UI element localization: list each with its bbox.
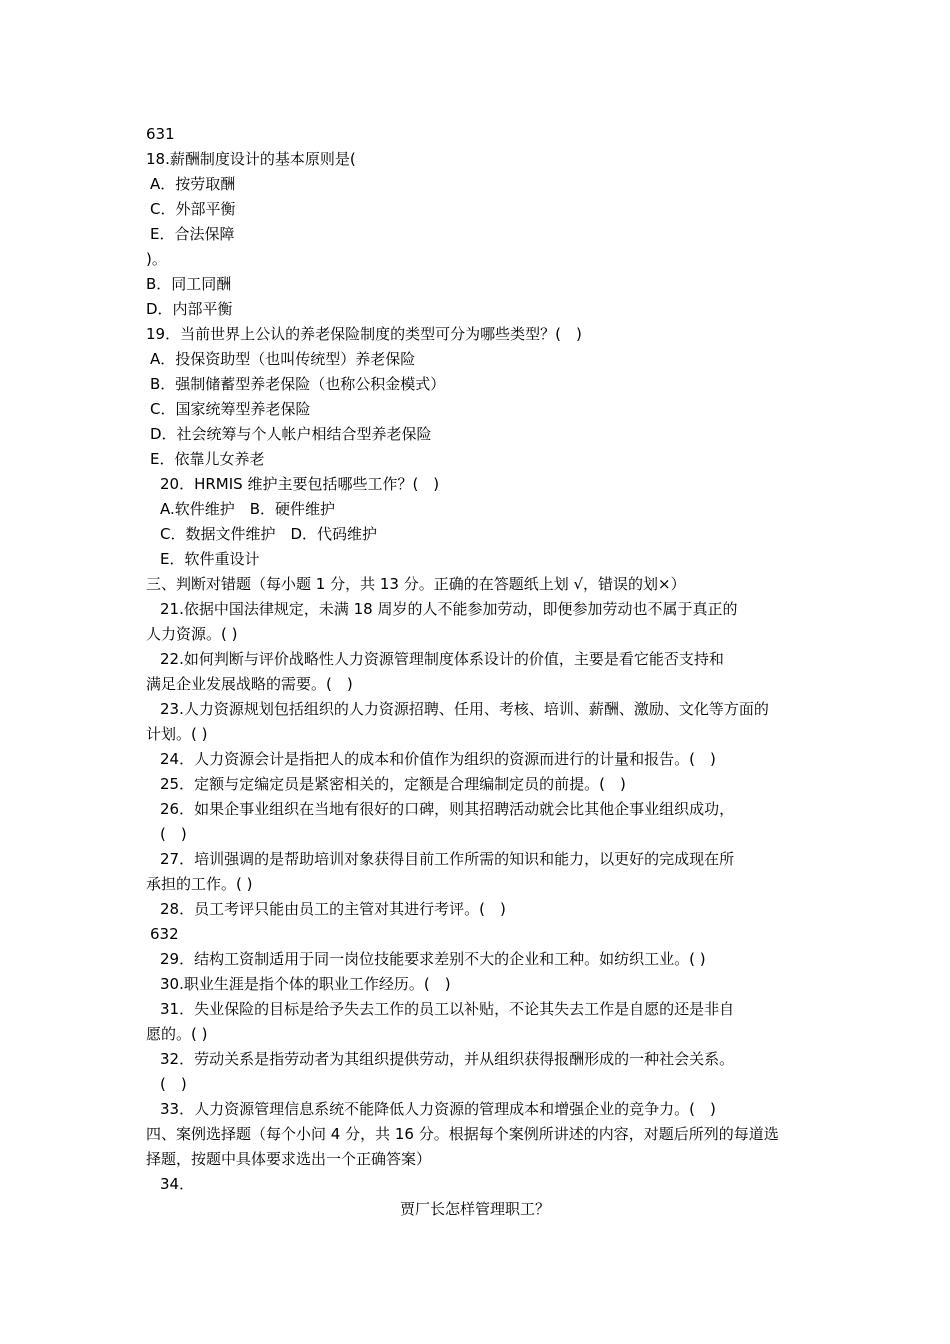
text-line: ( ) <box>160 1075 187 1093</box>
option-d: D．内部平衡 <box>146 300 233 318</box>
text-line: 择题，按题中具体要求选出一个正确答案） <box>146 1150 432 1168</box>
text-line: 承担的工作。( ) <box>146 875 253 893</box>
option-b: B．同工同酬 <box>146 275 232 293</box>
option-c: C．外部平衡 <box>150 200 236 218</box>
options-cd: C．数据文件维护 D．代码维护 <box>160 525 378 543</box>
question-19: 19．当前世界上公认的养老保险制度的类型可分为哪些类型？( ) <box>146 325 582 343</box>
question-29: 29．结构工资制适用于同一岗位技能要求差别不大的企业和工种。如纺织工业。( ) <box>160 950 706 968</box>
question-25: 25．定额与定编定员是紧密相关的，定额是合理编制定员的前提。( ) <box>160 775 626 793</box>
question-33: 33．人力资源管理信息系统不能降低人力资源的管理成本和增强企业的竞争力。( ) <box>160 1100 716 1118</box>
question-21: 21.依据中国法律规定，未满 18 周岁的人不能参加劳动，即便参加劳动也不属于真正的 <box>160 600 738 618</box>
text-line: )。 <box>146 250 167 268</box>
option-a: A．投保资助型（也叫传统型）养老保险 <box>150 350 416 368</box>
question-23: 23.人力资源规划包括组织的人力资源招聘、任用、考核、培训、薪酬、激励、文化等方面的 <box>160 700 769 718</box>
option-c: C．国家统筹型养老保险 <box>150 400 311 418</box>
section-heading: 四、案例选择题（每个小问 4 分，共 16 分。根据每个案例所讲述的内容，对题后所列的每道选 <box>146 1125 779 1143</box>
question-32: 32．劳动关系是指劳动者为其组织提供劳动，并从组织获得报酬形成的一种社会关系。 <box>160 1050 735 1068</box>
text-line: 人力资源。( ) <box>146 625 238 643</box>
option-a: A．按劳取酬 <box>150 175 236 193</box>
case-title: 贾厂长怎样管理职工？ <box>399 1200 550 1218</box>
option-e: E．软件重设计 <box>160 550 260 568</box>
question-22: 22.如何判断与评价战略性人力资源管理制度体系设计的价值，主要是看它能否支持和 <box>160 650 724 668</box>
question-34: 34． <box>160 1175 195 1193</box>
page-number: 632 <box>150 925 179 943</box>
option-b: B．强制储蓄型养老保险（也称公积金模式） <box>150 375 446 393</box>
text-line: 愿的。( ) <box>146 1025 208 1043</box>
question-27: 27．培训强调的是帮助培训对象获得目前工作所需的知识和能力，以更好的完成现在所 <box>160 850 735 868</box>
text-line: 计划。( ) <box>146 725 208 743</box>
question-20: 20．HRMIS 维护主要包括哪些工作？( ) <box>160 475 440 493</box>
question-24: 24．人力资源会计是指把人的成本和价值作为组织的资源而进行的计量和报告。( ) <box>160 750 716 768</box>
question-18: 18.薪酬制度设计的基本原则是( <box>146 150 356 168</box>
option-e: E．依靠儿女养老 <box>150 450 265 468</box>
options-ab: A.软件维护 B．硬件维护 <box>160 500 336 518</box>
page-number: 631 <box>146 125 175 143</box>
text-line: 满足企业发展战略的需要。( ) <box>146 675 353 693</box>
option-d: D．社会统筹与个人帐户相结合型养老保险 <box>150 425 432 443</box>
section-heading: 三、判断对错题（每小题 1 分，共 13 分。正确的在答题纸上划 √，错误的划×） <box>146 575 686 593</box>
question-28: 28．员工考评只能由员工的主管对其进行考评。( ) <box>160 900 506 918</box>
option-e: E．合法保障 <box>150 225 235 243</box>
question-30: 30.职业生涯是指个体的职业工作经历。( ) <box>160 975 451 993</box>
text-line: ( ) <box>160 825 187 843</box>
question-26: 26．如果企事业组织在当地有很好的口碑，则其招聘活动就会比其他企事业组织成功， <box>160 800 735 818</box>
question-31: 31．失业保险的目标是给予失去工作的员工以补贴，不论其失去工作是自愿的还是非自 <box>160 1000 735 1018</box>
